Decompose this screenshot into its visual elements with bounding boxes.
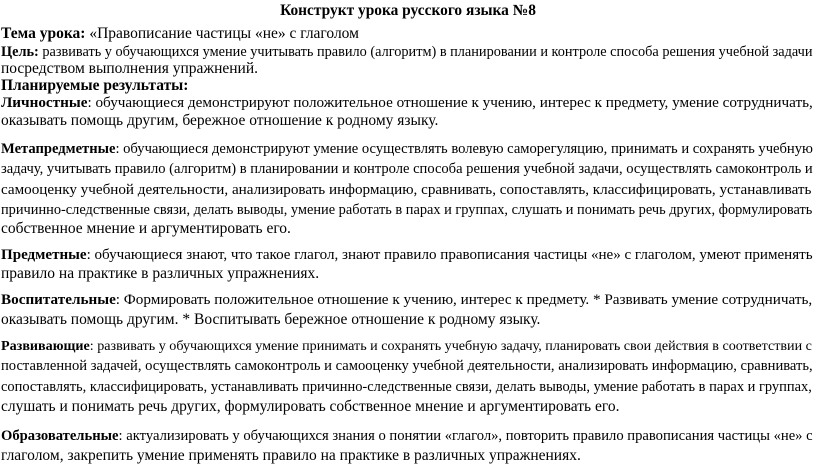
personal-label: Личностные: [1, 94, 88, 111]
formative-line-1: [1, 426, 813, 446]
goal-text-1: развивать у обучающихся умение учитывать правило (алгоритм) в планировании и контроле способа решения учебной задачи: [38, 44, 813, 60]
subject-label: Предметные: [1, 247, 87, 263]
meta-text-1: : обучающиеся демонстрируют умение осуществлять волевую саморегуляцию, принимать и сохранять учебную: [115, 141, 813, 157]
document-title: Конструкт урока русского языка №8: [280, 2, 536, 19]
formative-line-2: глаголом, закрепить умение применять правило на практике в различных упражнениях.: [1, 447, 581, 464]
topic-text: «Правописание частицы «не» с глаголом: [85, 25, 359, 42]
developing-line-4: слушать и понимать речь других, формулировать собственное мнение и аргументировать его.: [1, 398, 620, 415]
topic-label: Тема урока:: [1, 25, 86, 42]
goal-line-2: посредством выполнения упражнений.: [1, 60, 259, 77]
meta-line-4: причинно-следственные связи, делать выводы, умение работать в парах и группах, слушать и понимать речь других, формулировать: [1, 202, 813, 218]
subject-line-1: [1, 245, 813, 265]
personal-line-1: [1, 93, 813, 113]
developing-line-2: поставленной задачей, осуществлять самоконтроль и самооценку учебной деятельности, анализировать информацию, сравнивать,: [1, 358, 813, 374]
meta-line-2: задачу, учитывать правило (алгоритм) в планировании и контроле способа решения учебной задачи, осуществлять самоконтроль и: [1, 161, 813, 177]
educational-line-1: [1, 290, 812, 310]
meta-label: Метапредметные: [1, 141, 116, 157]
developing-text-1: : развивать у обучающихся умение принимать и сохранять учебную задачу, планировать свои действия в соответствии с: [89, 338, 812, 354]
educational-text-1: : Формировать положительное отношение к учению, интерес к предмету. * Развивать умение сотрудничать,: [115, 291, 813, 308]
developing-line-1: [1, 336, 812, 356]
educational-label: Воспитательные: [1, 291, 116, 308]
personal-line-2: оказывать помощь другим, бережное отношение к родному языку.: [1, 112, 439, 129]
personal-text-1: : обучающиеся демонстрируют положительное отношение к учению, интерес к предмету, умение сотрудничать,: [87, 94, 813, 111]
meta-line-1: [1, 139, 813, 159]
educational-line-2: оказывать помощь другим. * Воспитывать бережное отношение к родному языку.: [1, 311, 541, 328]
meta-line-5: собственное мнение и аргументировать его.: [1, 220, 291, 237]
goal-label: Цель:: [1, 44, 39, 60]
planned-results-heading: Планируемые результаты:: [1, 77, 189, 94]
formative-label: Образовательные: [1, 428, 119, 444]
topic-line: [1, 24, 359, 44]
developing-label: Развивающие: [1, 338, 90, 354]
meta-line-3: самооценку учебной деятельности, анализировать информацию, сравнивать, сопоставлять, классифицировать, устанавливать: [1, 182, 812, 198]
developing-line-3: сопоставлять, классифицировать, устанавливать причинно-следственные связи, делать выводы, умение работать в парах и группах,: [1, 379, 812, 395]
formative-text-1: : актуализировать у обучающихся знания о понятии «глагол», повторить правило правописания частицы «не» с: [118, 428, 813, 444]
subject-line-2: правило на практике в различных упражнениях.: [1, 265, 320, 282]
subject-text-1: : обучающиеся знают, что такое глагол, знают правило правописания частицы «не» с глаголом, умеют применять: [86, 247, 813, 263]
